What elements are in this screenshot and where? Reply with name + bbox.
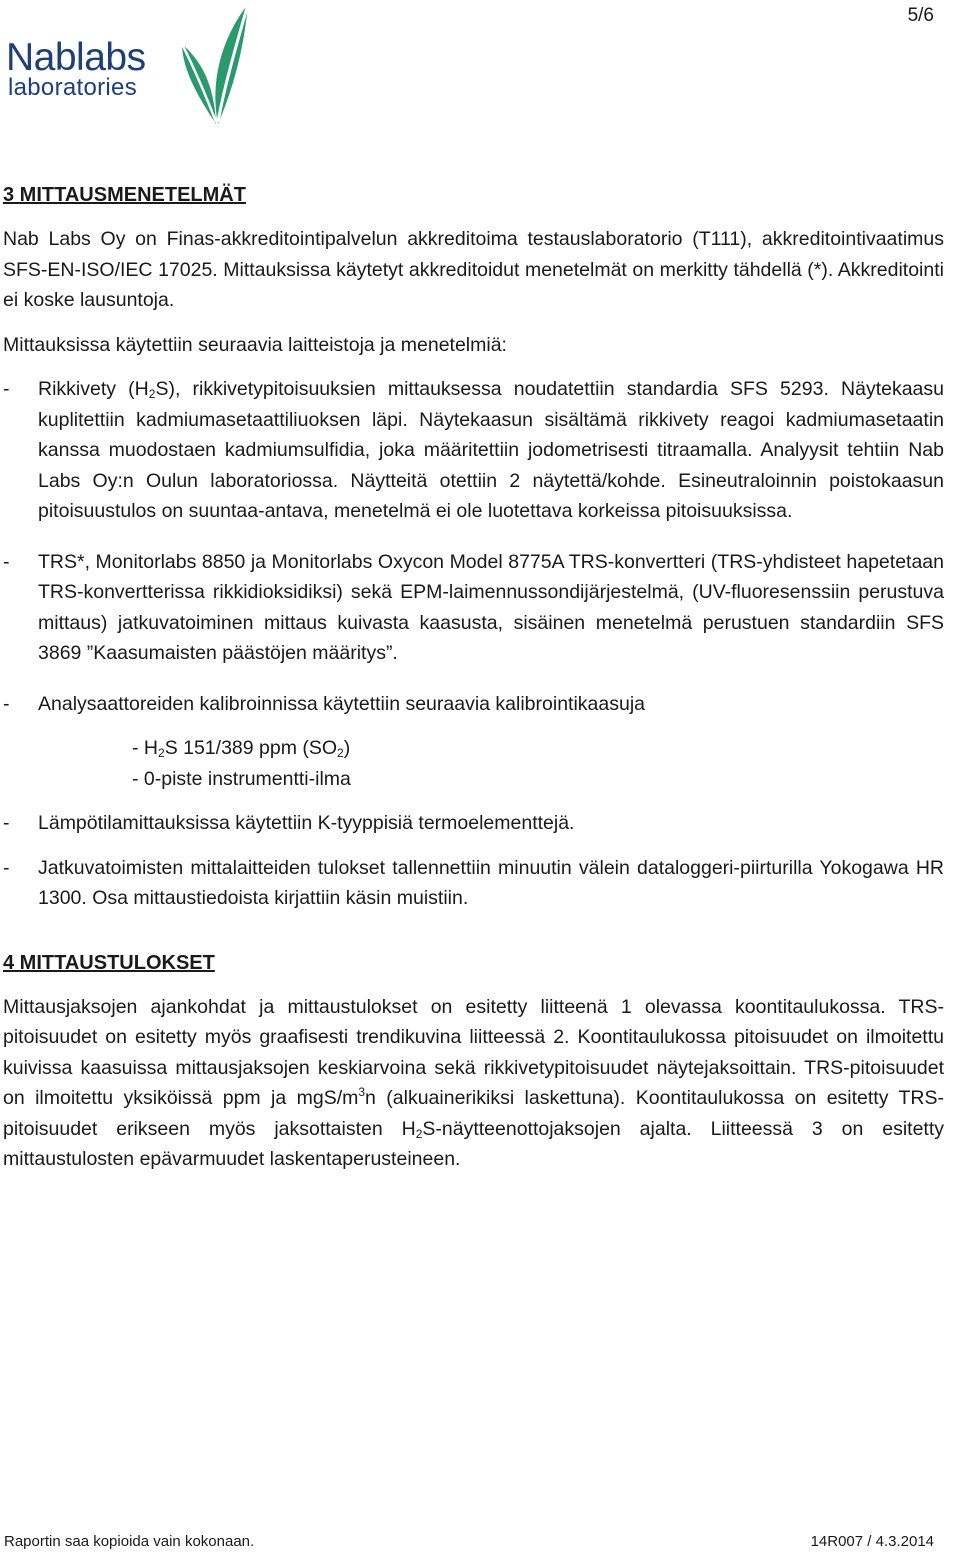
bullet-trs: - TRS*, Monitorlabs 8850 ja Monitorlabs Oxycon Model 8775A TRS-konvertteri (TRS-yhdisteet hapetetaan TRS-konvertterissa rikkidioksidiksi) sekä EPM-laimennussondijärjestelmä, (UV-fluoresenssiin perustuva mittaus) jatkuvatoiminen mittaus kuivasta kaasusta, sisäinen menetelmä perustuen standardiin SFS 3869 ”Kaasumaisten päästöjen määritys”. [3,550,944,664]
section-3-heading: 3 MITTAUSMENETELMÄT [3,184,246,206]
logo-subtitle: laboratories [8,74,138,101]
section-4-heading: 4 MITTAUSTULOKSET [3,951,215,974]
results-paragraph: Mittausjaksojen ajankohdat ja mittaustulokset on esitetty liitteenä 1 olevassa koontitaulukossa. TRS-pitoisuudet on esitetty myös graafisesti trendikuvina liitteessä 2. Koontitaulukossa pitoisuudet on ilmoitettu kuivissa kaasuissa mittausjaksojen keskiarvoina sekä rikkivetypitoisuudet näytejaksoittain. TRS-pitoisuudet on ilmoitettu yksiköissä ppm ja mgS/$m^3n$ (alkuainerikiksi laskettuna). Koontitaulukossa on esitetty TRS-pitoisuudet erikseen myös jaksottaisten $H_2S$-näytteenottojaksojen ajalta. Liitteessä 3 on esitetty mittaustulosten epävarmuudet laskentaperusteineen. [3,995,944,1170]
nablabs-logo [4,0,254,130]
accreditation-paragraph: Nab Labs Oy on Finas-akkreditointipalvelun akkreditoima testauslaboratorio (T111), akkreditointivaatimus SFS-EN-ISO/IEC 17025. Mittauksissa käytetyt akkreditoidut menetelmät on merkitty tähdellä (*). Akkreditointi ei koske lausuntoja. [3,228,944,311]
footer-copy-notice: Raportin saa kopioida vain kokonaan. [4,1533,255,1550]
bullet-datalogger: - Jatkuvatoimisten mittalaitteiden tulokset tallennettiin minuutin välein dataloggeri-piirturilla Yokogawa HR 1300. Osa mittaustiedoista kirjattiin käsin muistiin. [3,856,944,909]
calibration-gas-h2s: - $H_2S$ 151/389 ppm $(SO_2)$ [132,737,351,760]
methods-intro: Mittauksissa käytettiin seuraavia laitteistoja ja menetelmiä: [3,333,507,356]
bullet-h2s: - Rikkivety $(H_2S)$, rikkivetypitoisuuksien mittauksessa noudatettiin standardia SFS 5293. Näytekaasu kuplitettiin kadmiumasetaattiliuoksen läpi. Näytekaasun sisältämä rikkivety reagoi kadmiumasetaatin kanssa muodostaen kadmiumsulfidia, joka määritettiin jodometrisesti titraamalla. Analyysit tehtiin Nab Labs Oy:n Oulun laboratoriossa. Näytteitä otettiin 2 näytettä/kohde. Esineutraloinnin poistokaasun pitoisuustulos on suuntaa-antava, menetelmä ei ole luotettava korkeissa pitoisuuksissa. [3,378,944,522]
bullet-calibration: - Analysaattoreiden kalibroinnissa käytettiin seuraavia kalibrointikaasuja [3,692,646,715]
footer-report-id: 14R007 / 4.3.2014 [810,1533,934,1550]
bullet-temperature: - Lämpötilamittauksissa käytettiin K-tyyppisiä termoelementtejä. [3,812,575,834]
document-body [3,180,944,1175]
calibration-gas-zero: - 0-piste instrumentti-ilma [132,767,351,790]
logo-wordmark: Nablabs [6,36,146,79]
page-number: 5/6 [907,5,934,26]
